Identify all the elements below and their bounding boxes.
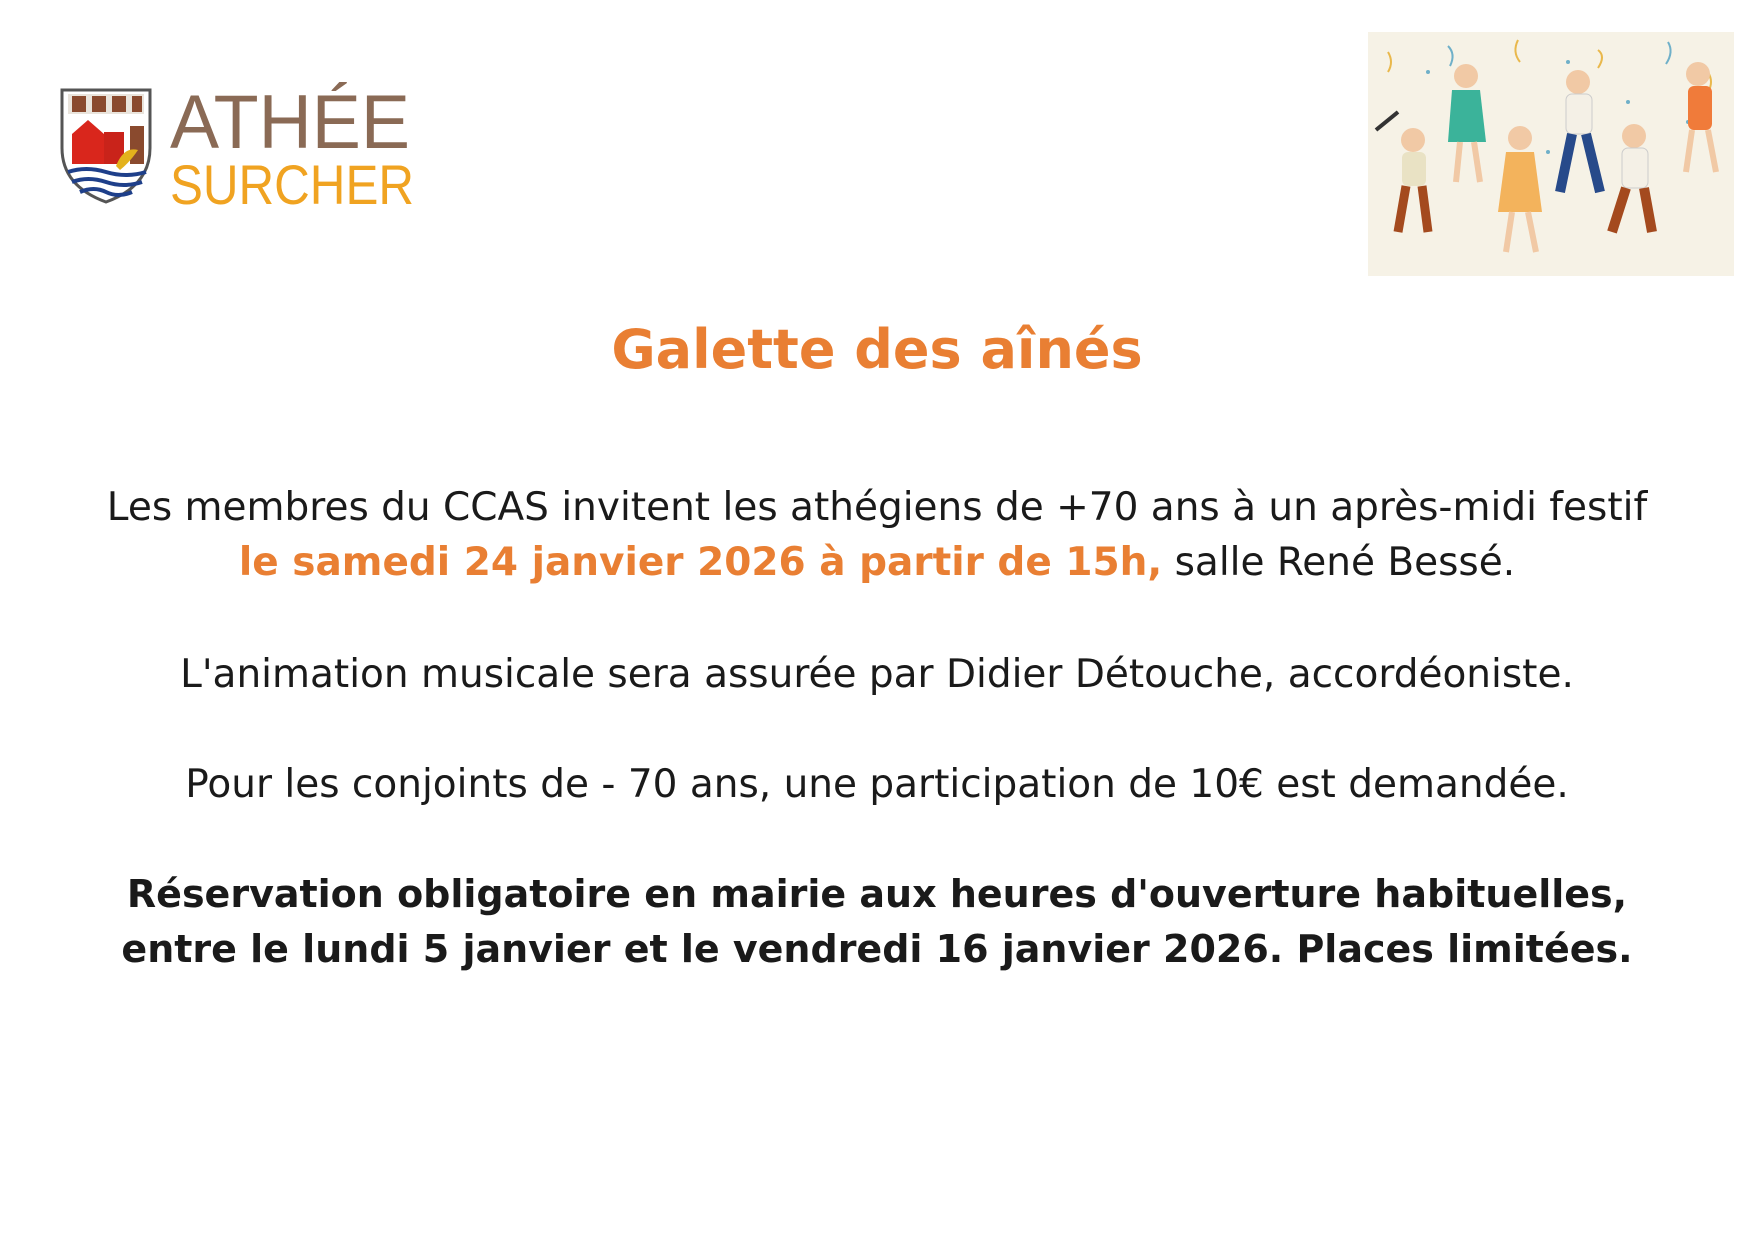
town-crest-icon bbox=[58, 86, 154, 204]
music-paragraph: L'animation musicale sera assurée par Didier Détouche, accordéoniste. bbox=[180, 652, 1574, 697]
invitation-line-1: Les membres du CCAS invitent les athégiens de +70 ans à un après-midi festif bbox=[106, 485, 1648, 530]
dancing-seniors-illustration bbox=[1368, 32, 1734, 276]
dancer-4 bbox=[1560, 70, 1600, 192]
dancer-3 bbox=[1498, 126, 1542, 252]
reservation-line-2: entre le lundi 5 janvier et le vendredi 16 janvier 2026. Places limitées. bbox=[121, 927, 1633, 971]
reservation-paragraph bbox=[0, 867, 1754, 977]
page-title: Galette des aînés bbox=[611, 318, 1143, 381]
event-venue: salle René Bessé. bbox=[1162, 540, 1516, 585]
invitation-line-2 bbox=[0, 535, 1754, 590]
dancer-5 bbox=[1612, 124, 1652, 232]
confetti bbox=[1388, 40, 1711, 92]
event-date-highlight: le samedi 24 janvier 2026 à partir de 15h, bbox=[238, 540, 1163, 585]
reservation-line-1: Réservation obligatoire en mairie aux heures d'ouverture habituelles, bbox=[126, 872, 1628, 916]
town-logo bbox=[58, 74, 418, 214]
dancer-1 bbox=[1376, 112, 1428, 232]
logo-line-2: SURCHER bbox=[170, 153, 414, 214]
participation-paragraph: Pour les conjoints de - 70 ans, une participation de 10€ est demandée. bbox=[185, 762, 1569, 807]
logo-line-1: ATHÉE bbox=[170, 80, 410, 165]
town-wordmark bbox=[166, 74, 426, 214]
invitation-paragraph bbox=[0, 480, 1754, 590]
dancer-2 bbox=[1448, 64, 1486, 182]
